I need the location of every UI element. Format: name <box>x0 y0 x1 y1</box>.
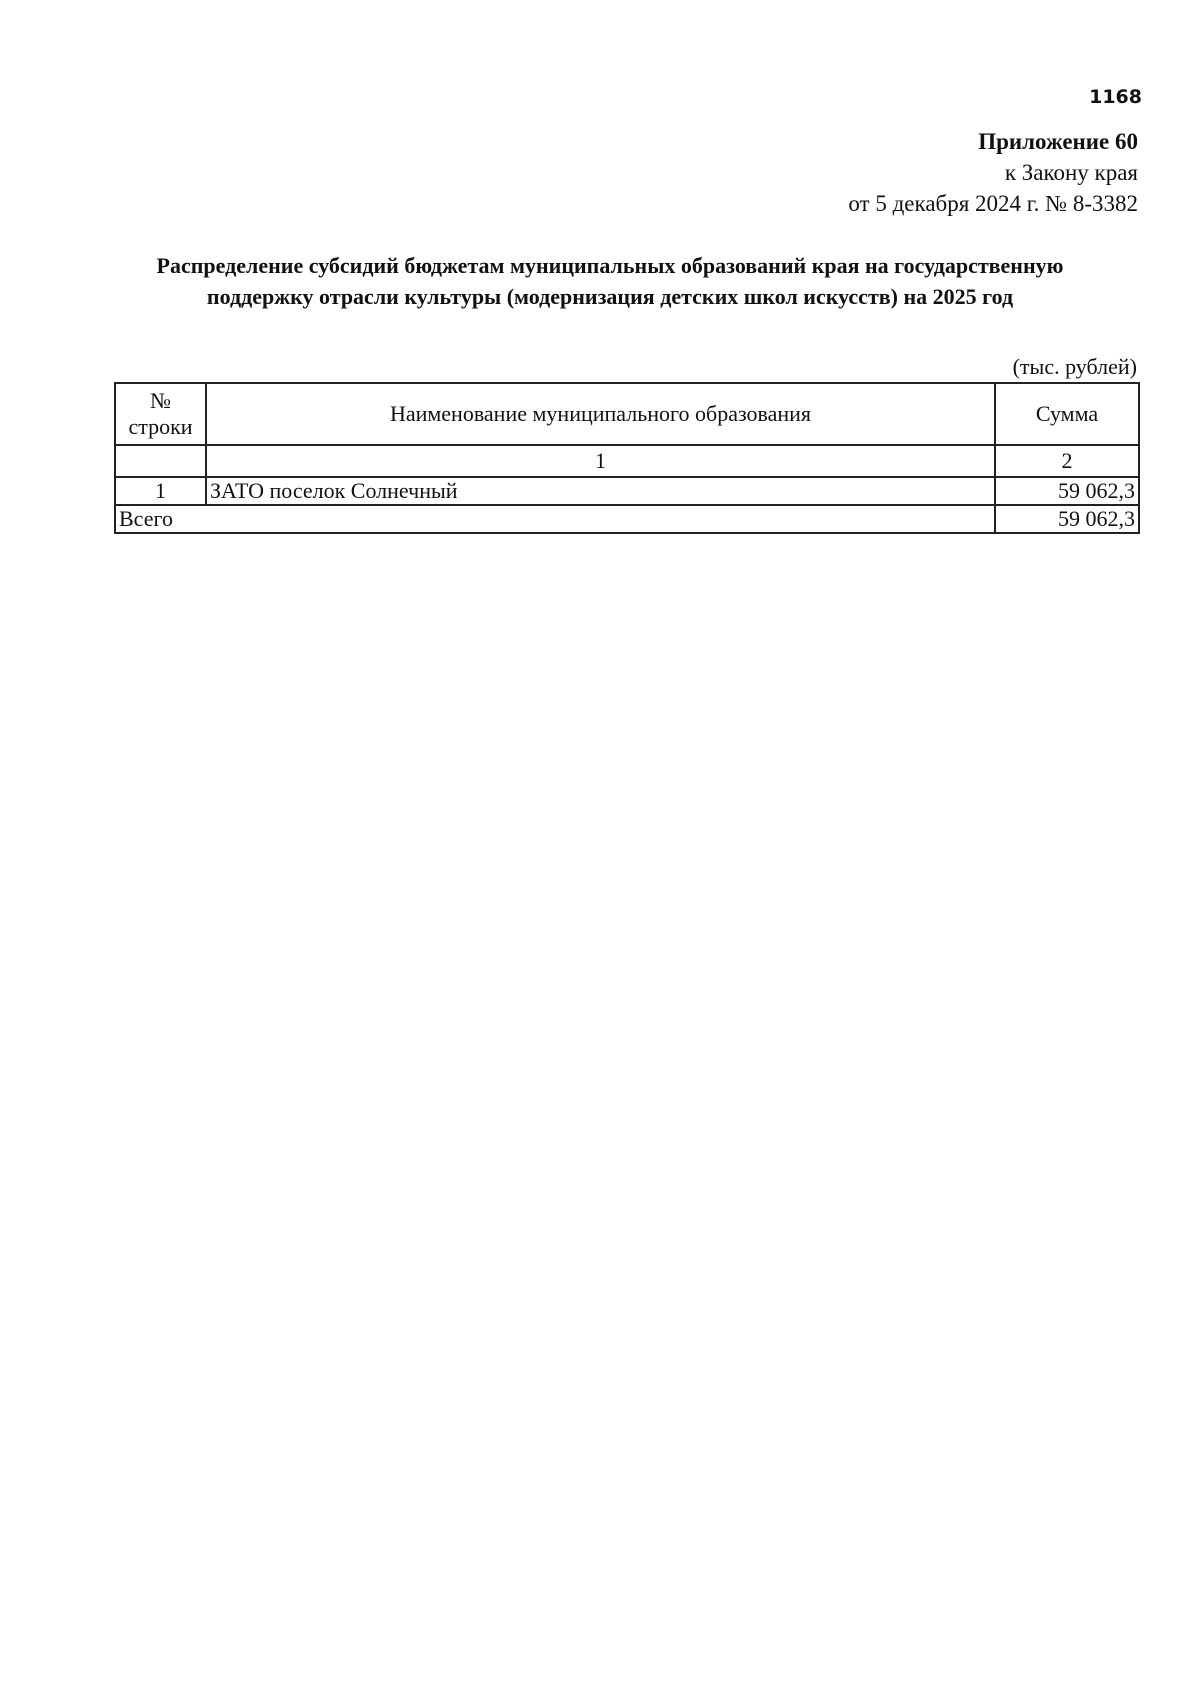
column-index-name: 1 <box>206 445 995 477</box>
column-index-sum: 2 <box>995 445 1139 477</box>
header-municipality-name: Наименование муниципального образования <box>206 383 995 445</box>
table-row <box>115 477 1139 505</box>
document-title <box>80 250 1140 312</box>
document-title-line-1: Распределение субсидий бюджетам муниципальных образований края на государственную <box>156 253 1064 278</box>
units-label: (тыс. рублей) <box>1012 354 1137 379</box>
appendix-law-date: от 5 декабря 2024 г. № 8-3382 <box>848 191 1138 216</box>
header-row-number-word: строки <box>128 414 193 439</box>
total-sum-cell: 59 062,3 <box>995 505 1139 533</box>
subsidy-table <box>114 382 1140 534</box>
table-column-index-row <box>115 445 1139 477</box>
appendix-law-reference: к Закону края <box>1004 160 1138 185</box>
municipality-name-cell: ЗАТО поселок Солнечный <box>206 477 995 505</box>
total-label-cell: Всего <box>115 505 995 533</box>
row-number-cell: 1 <box>115 477 206 505</box>
table-total-row <box>115 505 1139 533</box>
document-title-line-2: поддержку отрасли культуры (модернизация детских школ искусств) на 2025 год <box>206 284 1014 309</box>
appendix-title: Приложение 60 <box>978 129 1138 154</box>
sum-cell: 59 062,3 <box>995 477 1139 505</box>
appendix-block <box>848 126 1138 219</box>
page-number: 1168 <box>1089 86 1142 108</box>
table-header-row <box>115 383 1139 445</box>
header-row-number-symbol: № <box>150 388 171 413</box>
column-index-row-number <box>115 445 206 477</box>
header-row-number <box>115 383 206 445</box>
header-sum: Сумма <box>995 383 1139 445</box>
